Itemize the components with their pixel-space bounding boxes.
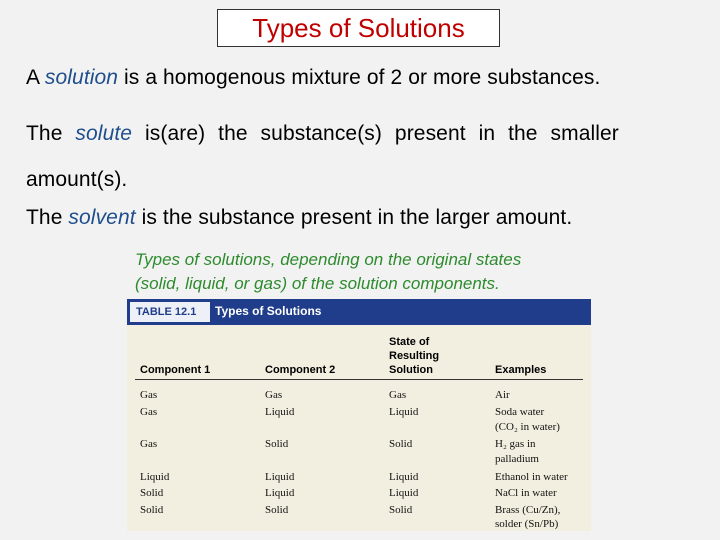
- row2-example: Soda water: [495, 406, 545, 418]
- table-title: Types of Solutions: [215, 304, 322, 318]
- row1-state: Gas: [389, 389, 407, 401]
- para3-post: is the substance present in the larger amount.: [135, 206, 573, 229]
- row2-component1: Gas: [140, 406, 158, 418]
- solutions-table: [127, 299, 591, 531]
- row6-example: Brass (Cu/Zn),: [495, 504, 561, 516]
- row5-component2: Liquid: [265, 487, 295, 499]
- para3-pre: The: [26, 206, 69, 229]
- term-solvent: solvent: [68, 206, 136, 229]
- para1-post: is a homogenous mixture of 2 or more substances.: [118, 66, 601, 89]
- row5-example: NaCl in water: [495, 487, 557, 499]
- solute-definition: [26, 122, 619, 146]
- header-component-2: Component 2: [265, 364, 336, 376]
- solute-definition-cont: amount(s).: [26, 168, 128, 191]
- header-component-1: Component 1: [140, 364, 211, 376]
- caption-line-2: (solid, liquid, or gas) of the solution components.: [135, 274, 500, 293]
- row6-state: Solid: [389, 504, 413, 516]
- header-state-line3: Solution: [389, 364, 433, 376]
- row4-component1: Liquid: [140, 471, 170, 483]
- row5-component1: Solid: [140, 487, 164, 499]
- term-solution: solution: [44, 66, 119, 89]
- row6-example-cont: solder (Sn/Pb): [495, 518, 559, 530]
- row3-state: Solid: [389, 438, 413, 450]
- row4-state: Liquid: [389, 471, 419, 483]
- row2-component2: Liquid: [265, 406, 295, 418]
- header-state-line2: Resulting: [389, 350, 440, 362]
- solvent-definition: [26, 206, 572, 230]
- header-rule: [135, 379, 583, 380]
- para1-pre: A: [26, 66, 45, 89]
- row5-state: Liquid: [389, 487, 419, 499]
- row1-component2: Gas: [265, 389, 283, 401]
- table-header-bar: [127, 299, 591, 325]
- row3-example-cont: palladium: [495, 453, 539, 465]
- row6-component2: Solid: [265, 504, 289, 516]
- solution-definition: [26, 66, 600, 90]
- table-number: TABLE 12.1: [130, 302, 210, 322]
- row4-example: Ethanol in water: [495, 471, 568, 483]
- caption-line-1: Types of solutions, depending on the original states: [135, 250, 522, 269]
- para2-pre: The: [26, 122, 76, 145]
- row1-example: Air: [495, 389, 510, 401]
- row6-component1: Solid: [140, 504, 164, 516]
- row3-component2: Solid: [265, 438, 289, 450]
- row2-example-cont: (CO₂ in water): [495, 421, 560, 433]
- row3-component1: Gas: [140, 438, 158, 450]
- row4-component2: Liquid: [265, 471, 295, 483]
- row3-example: H₂ gas in: [495, 438, 536, 450]
- slide-title: Types of Solutions: [217, 9, 500, 47]
- header-examples: Examples: [495, 364, 547, 376]
- header-state-line1: State of: [389, 336, 430, 348]
- table-caption: [135, 248, 605, 296]
- term-solute: solute: [75, 122, 133, 145]
- row2-state: Liquid: [389, 406, 419, 418]
- para2-post: is(are) the substance(s) present in the smaller: [132, 122, 619, 145]
- row1-component1: Gas: [140, 389, 158, 401]
